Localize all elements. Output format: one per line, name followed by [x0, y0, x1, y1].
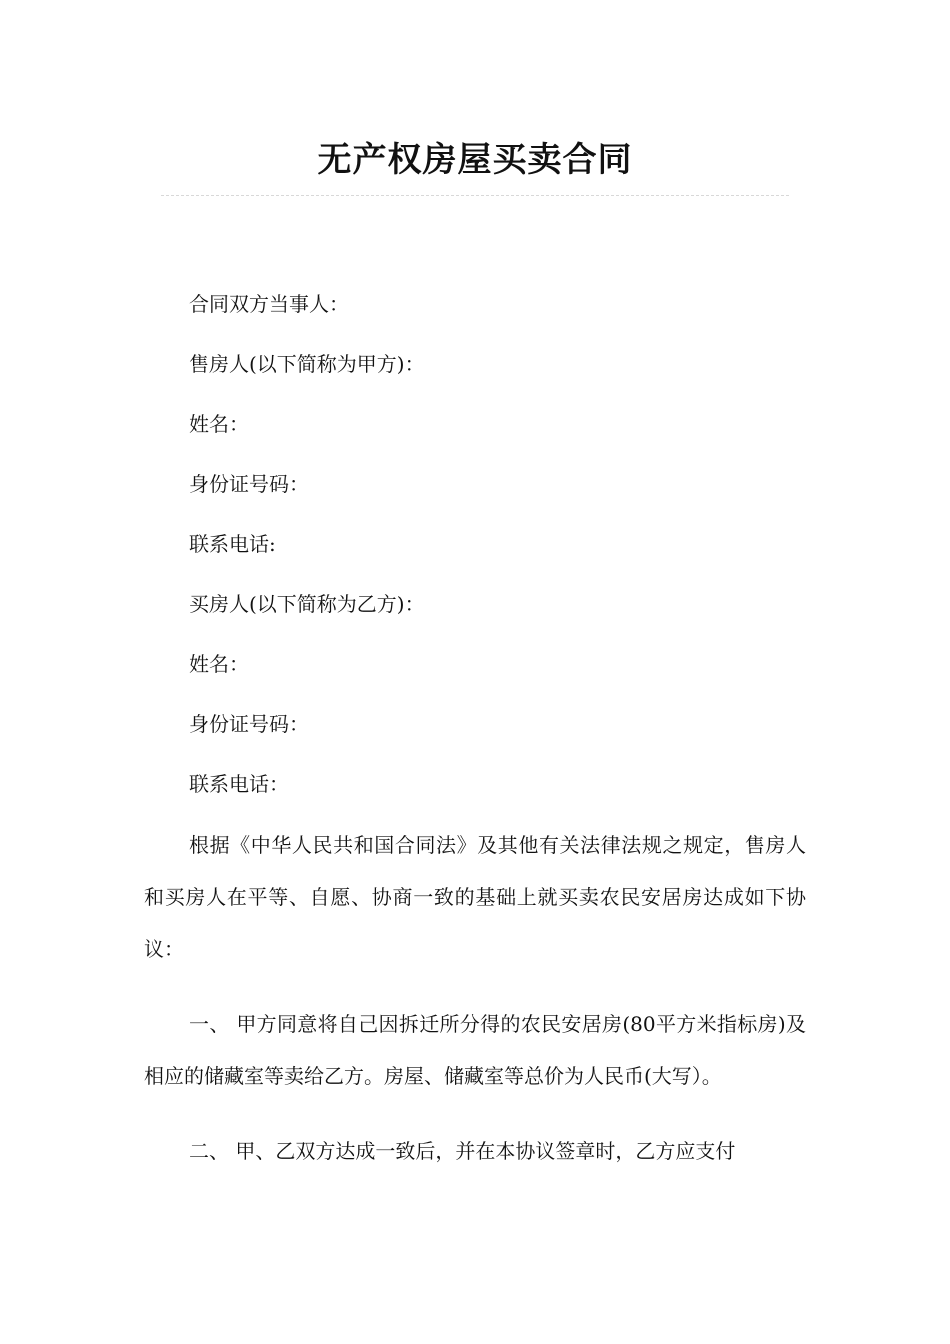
document-title: 无产权房屋买卖合同: [317, 140, 633, 180]
preamble-paragraph: 根据《中华人民共和国合同法》及其他有关法律法规之规定，售房人和买房人在平等、自愿、协商一致的基础上就买卖农民安居房达成如下协议：: [144, 833, 806, 961]
buyer-name-field: 姓名：: [189, 652, 249, 676]
parties-heading: 合同双方当事人：: [189, 292, 349, 316]
seller-phone-field: 联系电话:: [189, 532, 276, 556]
buyer-heading: 买房人(以下简称为乙方)：: [189, 592, 425, 616]
buyer-id-field: 身份证号码：: [189, 712, 309, 736]
buyer-phone-field: 联系电话：: [189, 772, 289, 796]
clause-2-paragraph: 二、 甲、乙双方达成一致后，并在本协议签章时，乙方应支付: [189, 1139, 736, 1163]
title-divider: [161, 195, 789, 196]
seller-heading: 售房人(以下简称为甲方)：: [189, 352, 425, 376]
seller-id-field: 身份证号码：: [189, 472, 309, 496]
seller-name-field: 姓名：: [189, 412, 249, 436]
document-body: [144, 291, 806, 1200]
clause-1-paragraph: 一、 甲方同意将自己因拆迁所分得的农民安居房(80平方米指标房)及相应的储藏室等卖给乙方。房屋、储藏室等总价为人民币(大写）。: [144, 1012, 806, 1088]
